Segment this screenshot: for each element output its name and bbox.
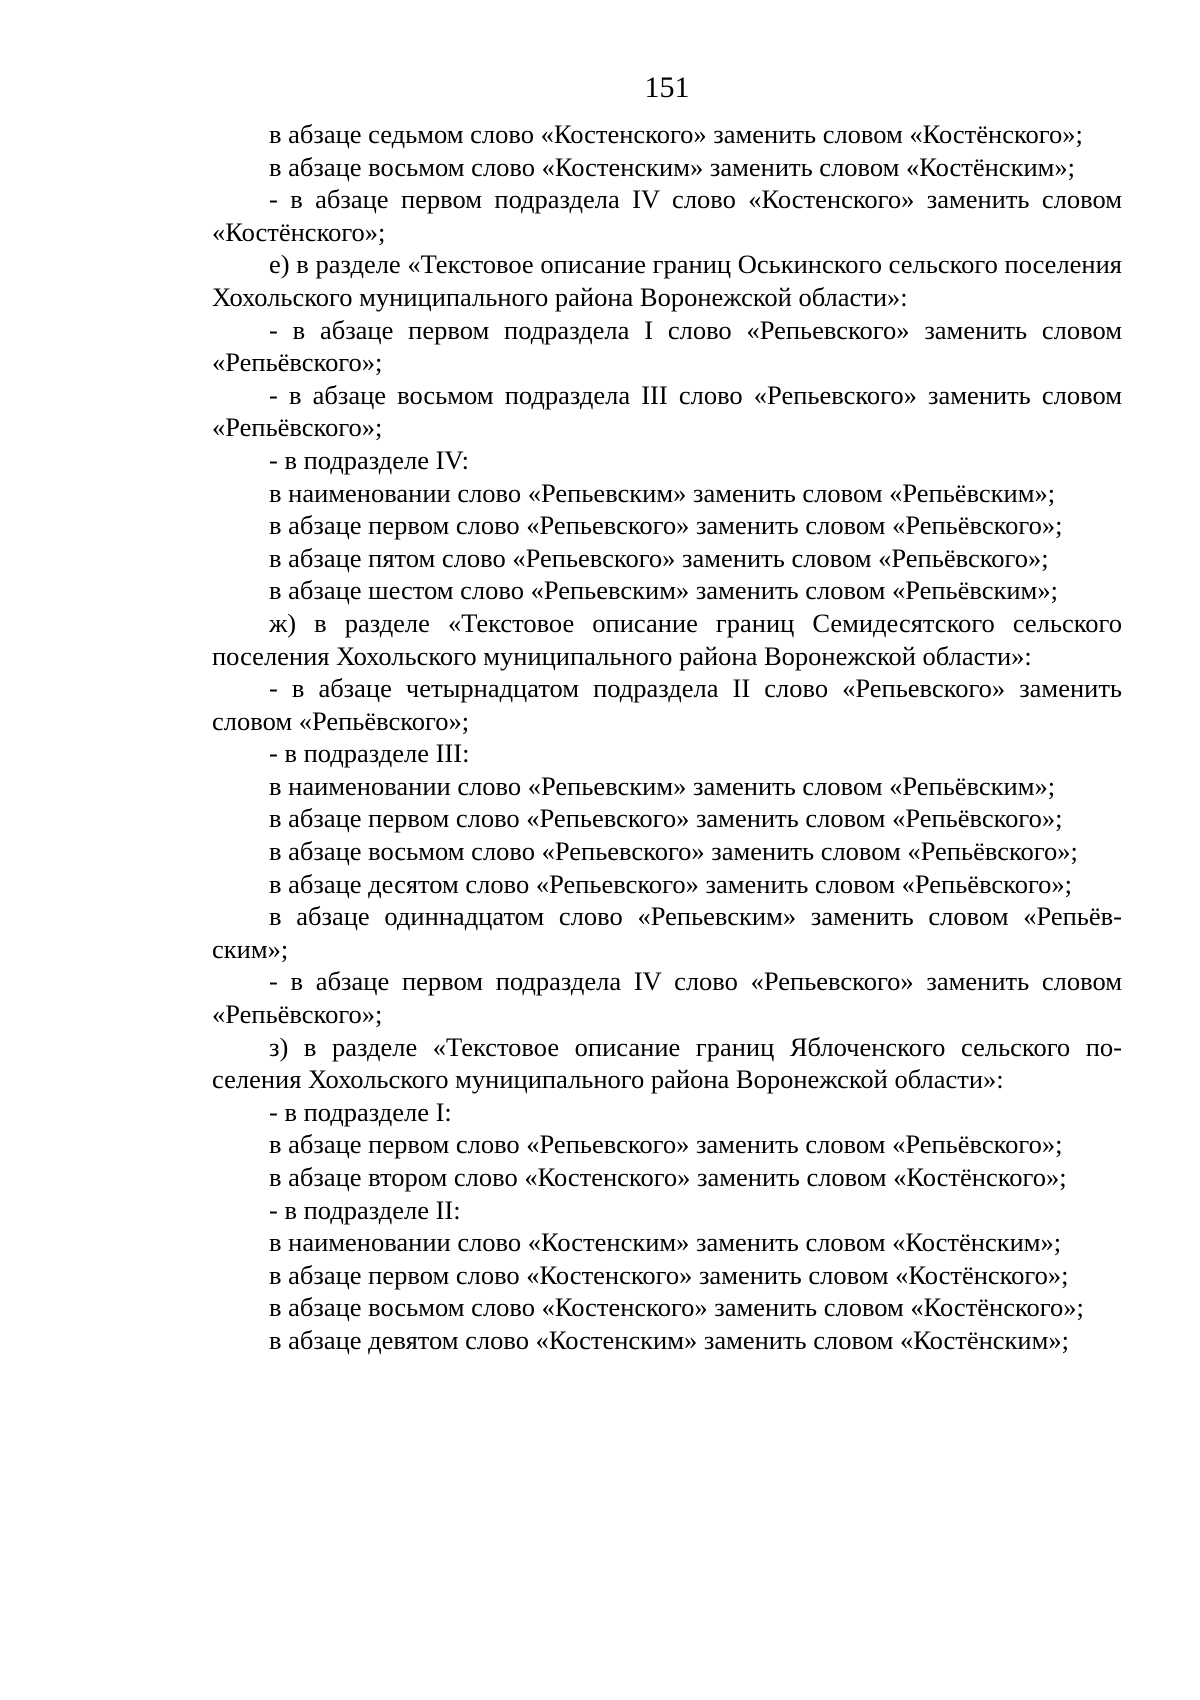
paragraph: в абзаце первом слово «Репьевского» заменить словом «Репьёвского»; — [269, 803, 1063, 834]
paragraph: ж) в разделе «Текстовое описание границ Семидесятского сельского поселения Хохольского муниципального района Воронежской области»: — [212, 607, 1122, 671]
paragraph: - в абзаце восьмом подраздела III слово «Репьевского» заменить словом «Репьёвского»; — [212, 379, 1122, 443]
paragraph: в наименовании слово «Репьевским» заменить словом «Репьёвским»; — [269, 770, 1056, 801]
paragraph: в абзаце восьмом слово «Репьевского» заменить словом «Репьёвского»; — [269, 836, 1078, 867]
paragraph: в абзаце девятом слово «Костенским» заменить словом «Костёнским»; — [269, 1324, 1069, 1355]
document-page — [212, 0, 1122, 1700]
paragraph: в абзаце пятом слово «Репьевского» заменить словом «Репьёвского»; — [269, 542, 1049, 573]
paragraph: - в подразделе I: — [269, 1096, 452, 1127]
paragraph: - в подразделе IV: — [269, 444, 469, 475]
paragraph: в абзаце первом слово «Костенского» заменить словом «Костёнского»; — [269, 1259, 1069, 1290]
paragraph: в абзаце седьмом слово «Костенского» заменить словом «Костёнского»; — [269, 119, 1083, 149]
paragraph: з) в разделе «Текстовое описание границ Яблоченского сельского поселения Хохольского муниципального района Воронежской области»: — [212, 1031, 1122, 1095]
paragraph: в наименовании слово «Костенским» заменить словом «Костёнским»; — [269, 1227, 1062, 1258]
paragraph: - в абзаце четырнадцатом подраздела II слово «Репьевского» заменить словом «Репьёвского»; — [212, 673, 1122, 736]
paragraph: - в абзаце первом подраздела I слово «Репьевского» заменить словом «Репьёвского»; — [212, 314, 1122, 378]
paragraph: - в абзаце первом подраздела IV слово «Репьевского» заменить словом «Репьёвского»; — [212, 966, 1122, 1030]
paragraph: в абзаце восьмом слово «Костенского» заменить словом «Костёнского»; — [269, 1292, 1084, 1323]
paragraph: - в абзаце первом подраздела IV слово «Костенского» заменить словом «Костёнского»; — [212, 184, 1122, 247]
page-number: 151 — [644, 71, 690, 104]
paragraph: в абзаце шестом слово «Репьевским» заменить словом «Репьёвским»; — [269, 575, 1058, 606]
paragraph: в абзаце втором слово «Костенского» заменить словом «Костёнского»; — [269, 1162, 1067, 1192]
document-body — [212, 118, 1122, 1357]
paragraph: е) в разделе «Текстовое описание границ Оськинского сельского поселения Хохольского муниципального района Воронежской области»: — [212, 249, 1122, 312]
paragraph: в абзаце десятом слово «Репьевского» заменить словом «Репьёвского»; — [269, 868, 1073, 899]
paragraph: в абзаце первом слово «Репьевского» заменить словом «Репьёвского»; — [269, 1129, 1063, 1160]
paragraph: в абзаце первом слово «Репьевского» заменить словом «Репьёвского»; — [269, 510, 1063, 541]
paragraph: - в подразделе II: — [269, 1194, 461, 1225]
paragraph: в наименовании слово «Репьевским» заменить словом «Репьёвским»; — [269, 477, 1056, 508]
paragraph: в абзаце одиннадцатом слово «Репьевским» заменить словом «Репьёвским»; — [212, 901, 1122, 964]
paragraph: - в подразделе III: — [269, 738, 470, 769]
paragraph: в абзаце восьмом слово «Костенским» заменить словом «Костёнским»; — [269, 151, 1076, 182]
